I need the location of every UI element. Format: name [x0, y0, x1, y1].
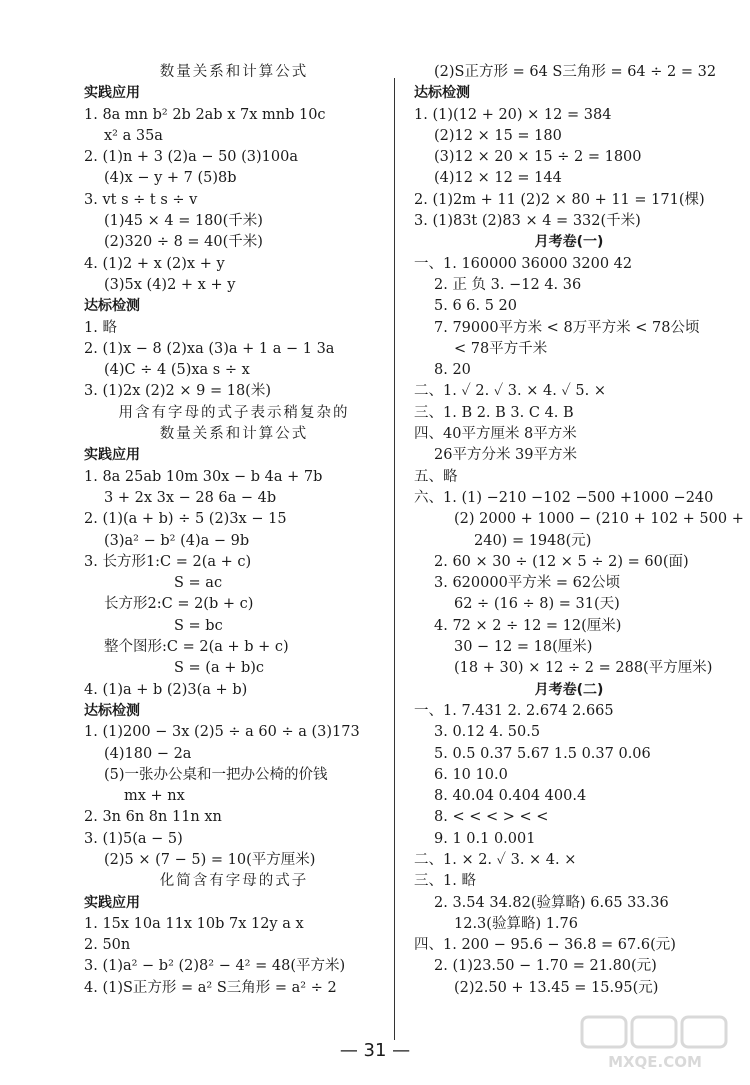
right-answer-line: 7. 79000平方米 < 8万平方米 < 78公顷	[434, 319, 700, 336]
right-section-heading: 达标检测	[414, 85, 470, 102]
left-answer-column	[84, 62, 384, 999]
right-answer-line: (2) 2000 + 1000 − (210 + 102 + 500 +	[454, 511, 744, 528]
left-section-title: 数量关系和计算公式	[159, 64, 309, 80]
left-section-heading: 达标检测	[84, 702, 140, 719]
right-answer-line: 30 − 12 = 18(厘米)	[454, 639, 593, 656]
left-answer-line: 3. vt s ÷ t s ÷ v	[84, 191, 198, 208]
left-section-title: 数量关系和计算公式	[159, 426, 309, 443]
right-answer-line: 三、1. B 2. B 3. C 4. B	[414, 404, 574, 421]
right-answer-line: 5. 6 6. 5 20	[434, 298, 518, 315]
svg-text:MXQE.COM: MXQE.COM	[608, 1053, 702, 1071]
left-answer-line: S = ac	[174, 575, 223, 592]
left-answer-line: 2. 3n 6n 8n 11n xn	[84, 809, 222, 826]
left-answer-line: 1. (1)200 − 3x (2)5 ÷ a 60 ÷ a (3)173	[84, 724, 360, 741]
right-exam-title: 月考卷(二)	[534, 681, 604, 698]
left-answer-line: (4)x − y + 7 (5)8b	[104, 170, 237, 187]
right-answer-line: 12.3(验算略) 1.76	[454, 915, 578, 932]
left-section-title: 化简含有字母的式子	[159, 873, 309, 890]
left-answer-line: 3. (1)a² − b² (2)8² − 4² = 48(平方米)	[84, 958, 346, 975]
watermark-logo	[580, 1013, 730, 1071]
left-answer-line: (1)45 × 4 = 180(千米)	[104, 213, 263, 230]
left-answer-line: x² a 35a	[104, 127, 163, 144]
left-answer-line: 3 + 2x 3x − 28 6a − 4b	[104, 489, 277, 506]
left-answer-line: (2)320 ÷ 8 = 40(千米)	[104, 234, 263, 251]
left-section-heading: 实践应用	[84, 894, 140, 911]
right-answer-line: 5. 0.5 0.37 5.67 1.5 0.37 0.06	[434, 745, 651, 762]
right-answer-line: 二、1. × 2. ✓ 3. × 4. ×	[414, 851, 577, 868]
left-answer-line: S = (a + b)c	[174, 660, 265, 677]
right-answer-line: 一、1. 160000 36000 3200 42	[414, 255, 633, 272]
left-answer-line: (5)一张办公桌和一把办公椅的价钱	[104, 766, 328, 783]
right-answer-line: < 78平方千米	[454, 340, 548, 357]
left-answer-line: 4. (1)S正方形 = a² S三角形 = a² ÷ 2	[84, 979, 337, 996]
left-answer-line: 3. 长方形1:C = 2(a + c)	[84, 553, 252, 570]
right-answer-line: 3. (1)83t (2)83 × 4 = 332(千米)	[414, 213, 641, 230]
left-answer-line: (2)5 × (7 − 5) = 10(平方厘米)	[104, 851, 316, 868]
left-answer-line: 4. (1)a + b (2)3(a + b)	[84, 681, 248, 698]
right-answer-line: 6. 10 10.0	[434, 766, 508, 783]
right-answer-line: 3. 620000平方米 = 62公顷	[434, 575, 621, 592]
column-divider	[394, 78, 395, 1040]
left-answer-line: 长方形2:C = 2(b + c)	[104, 596, 254, 613]
left-answer-line: 2. (1)n + 3 (2)a − 50 (3)100a	[84, 149, 298, 166]
left-answer-line: (4)180 − 2a	[104, 745, 192, 762]
right-answer-line: 8. 20	[434, 362, 471, 379]
right-answer-line: (2)12 × 15 = 180	[434, 127, 562, 144]
left-section-heading: 达标检测	[84, 298, 140, 315]
right-answer-line: 62 ÷ (16 ÷ 8) = 31(天)	[454, 596, 620, 613]
right-answer-line: 240) = 1948(元)	[474, 532, 592, 549]
right-answer-line: 2. 正 负 3. −12 4. 36	[434, 276, 582, 293]
right-answer-line: (2)S正方形 = 64 S三角形 = 64 ÷ 2 = 32	[434, 64, 717, 80]
right-answer-line: 六、1. (1) −210 −102 −500 +1000 −240	[414, 489, 714, 506]
right-answer-line: (2)2.50 + 13.45 = 15.95(元)	[454, 979, 659, 996]
left-answer-line: S = bc	[174, 617, 223, 634]
right-answer-line: 2. (1)23.50 − 1.70 = 21.80(元)	[434, 958, 657, 975]
page-number: — 31 —	[339, 1040, 411, 1061]
right-answer-line: 五、略	[414, 468, 458, 485]
left-answer-line: 1. 略	[84, 319, 117, 336]
left-answer-line: 3. (1)5(a − 5)	[84, 830, 183, 847]
right-answer-line: 1. (1)(12 + 20) × 12 = 384	[414, 106, 612, 123]
right-answer-line: 2. 60 × 30 ÷ (12 × 5 ÷ 2) = 60(面)	[434, 553, 689, 570]
left-answer-line: 2. (1)(a + b) ÷ 5 (2)3x − 15	[84, 511, 287, 528]
right-answer-line: 26平方分米 39平方米	[434, 447, 578, 464]
left-answer-line: 2. 50n	[84, 937, 131, 954]
left-answer-line: 整个图形:C = 2(a + b + c)	[104, 639, 289, 656]
right-exam-title: 月考卷(一)	[534, 234, 604, 251]
left-answer-line: (3)a² − b² (4)a − 9b	[104, 532, 250, 549]
right-answer-line: 8. < < < > < <	[434, 809, 549, 826]
left-section-heading: 实践应用	[84, 447, 140, 464]
right-answer-line: 9. 1 0.1 0.001	[434, 830, 536, 847]
left-section-heading: 实践应用	[84, 85, 140, 102]
right-answer-line: 2. 3.54 34.82(验算略) 6.65 33.36	[434, 894, 669, 911]
left-answer-line: mx + nx	[124, 788, 185, 805]
right-answer-line: 8. 40.04 0.404 400.4	[434, 788, 587, 805]
right-answer-line: 四、1. 200 − 95.6 − 36.8 = 67.6(元)	[414, 937, 676, 954]
left-answer-line: (4)C ÷ 4 (5)xa s ÷ x	[104, 362, 250, 379]
right-answer-line: 4. 72 × 2 ÷ 12 = 12(厘米)	[434, 617, 622, 634]
right-answer-line: 3. 0.12 4. 50.5	[434, 724, 541, 741]
left-answer-line: 1. 15x 10a 11x 10b 7x 12y a x	[84, 915, 304, 932]
right-answer-line: (4)12 × 12 = 144	[434, 170, 562, 187]
left-answer-line: 1. 8a mn b² 2b 2ab x 7x mnb 10c	[84, 106, 326, 123]
left-answer-line: 4. (1)2 + x (2)x + y	[84, 255, 225, 272]
right-answer-line: (18 + 30) × 12 ÷ 2 = 288(平方厘米)	[454, 660, 713, 677]
right-answer-line: 二、1. ✓ 2. ✓ 3. × 4. ✓ 5. ×	[414, 383, 607, 400]
left-answer-line: 2. (1)x − 8 (2)xa (3)a + 1 a − 1 3a	[84, 340, 335, 357]
left-answer-line: 1. 8a 25ab 10m 30x − b 4a + 7b	[84, 468, 323, 485]
right-answer-line: 2. (1)2m + 11 (2)2 × 80 + 11 = 171(棵)	[414, 191, 705, 208]
right-answer-line: 三、1. 略	[414, 873, 476, 890]
right-answer-line: (3)12 × 20 × 15 ÷ 2 = 1800	[434, 149, 642, 166]
right-answer-column	[414, 62, 744, 999]
right-answer-line: 一、1. 7.431 2. 2.674 2.665	[414, 702, 614, 719]
left-section-title: 用含有字母的式子表示稍复杂的	[118, 404, 350, 421]
left-answer-line: 3. (1)2x (2)2 × 9 = 18(米)	[84, 383, 271, 400]
left-answer-line: (3)5x (4)2 + x + y	[104, 276, 236, 293]
right-answer-line: 四、40平方厘米 8平方米	[414, 426, 577, 443]
